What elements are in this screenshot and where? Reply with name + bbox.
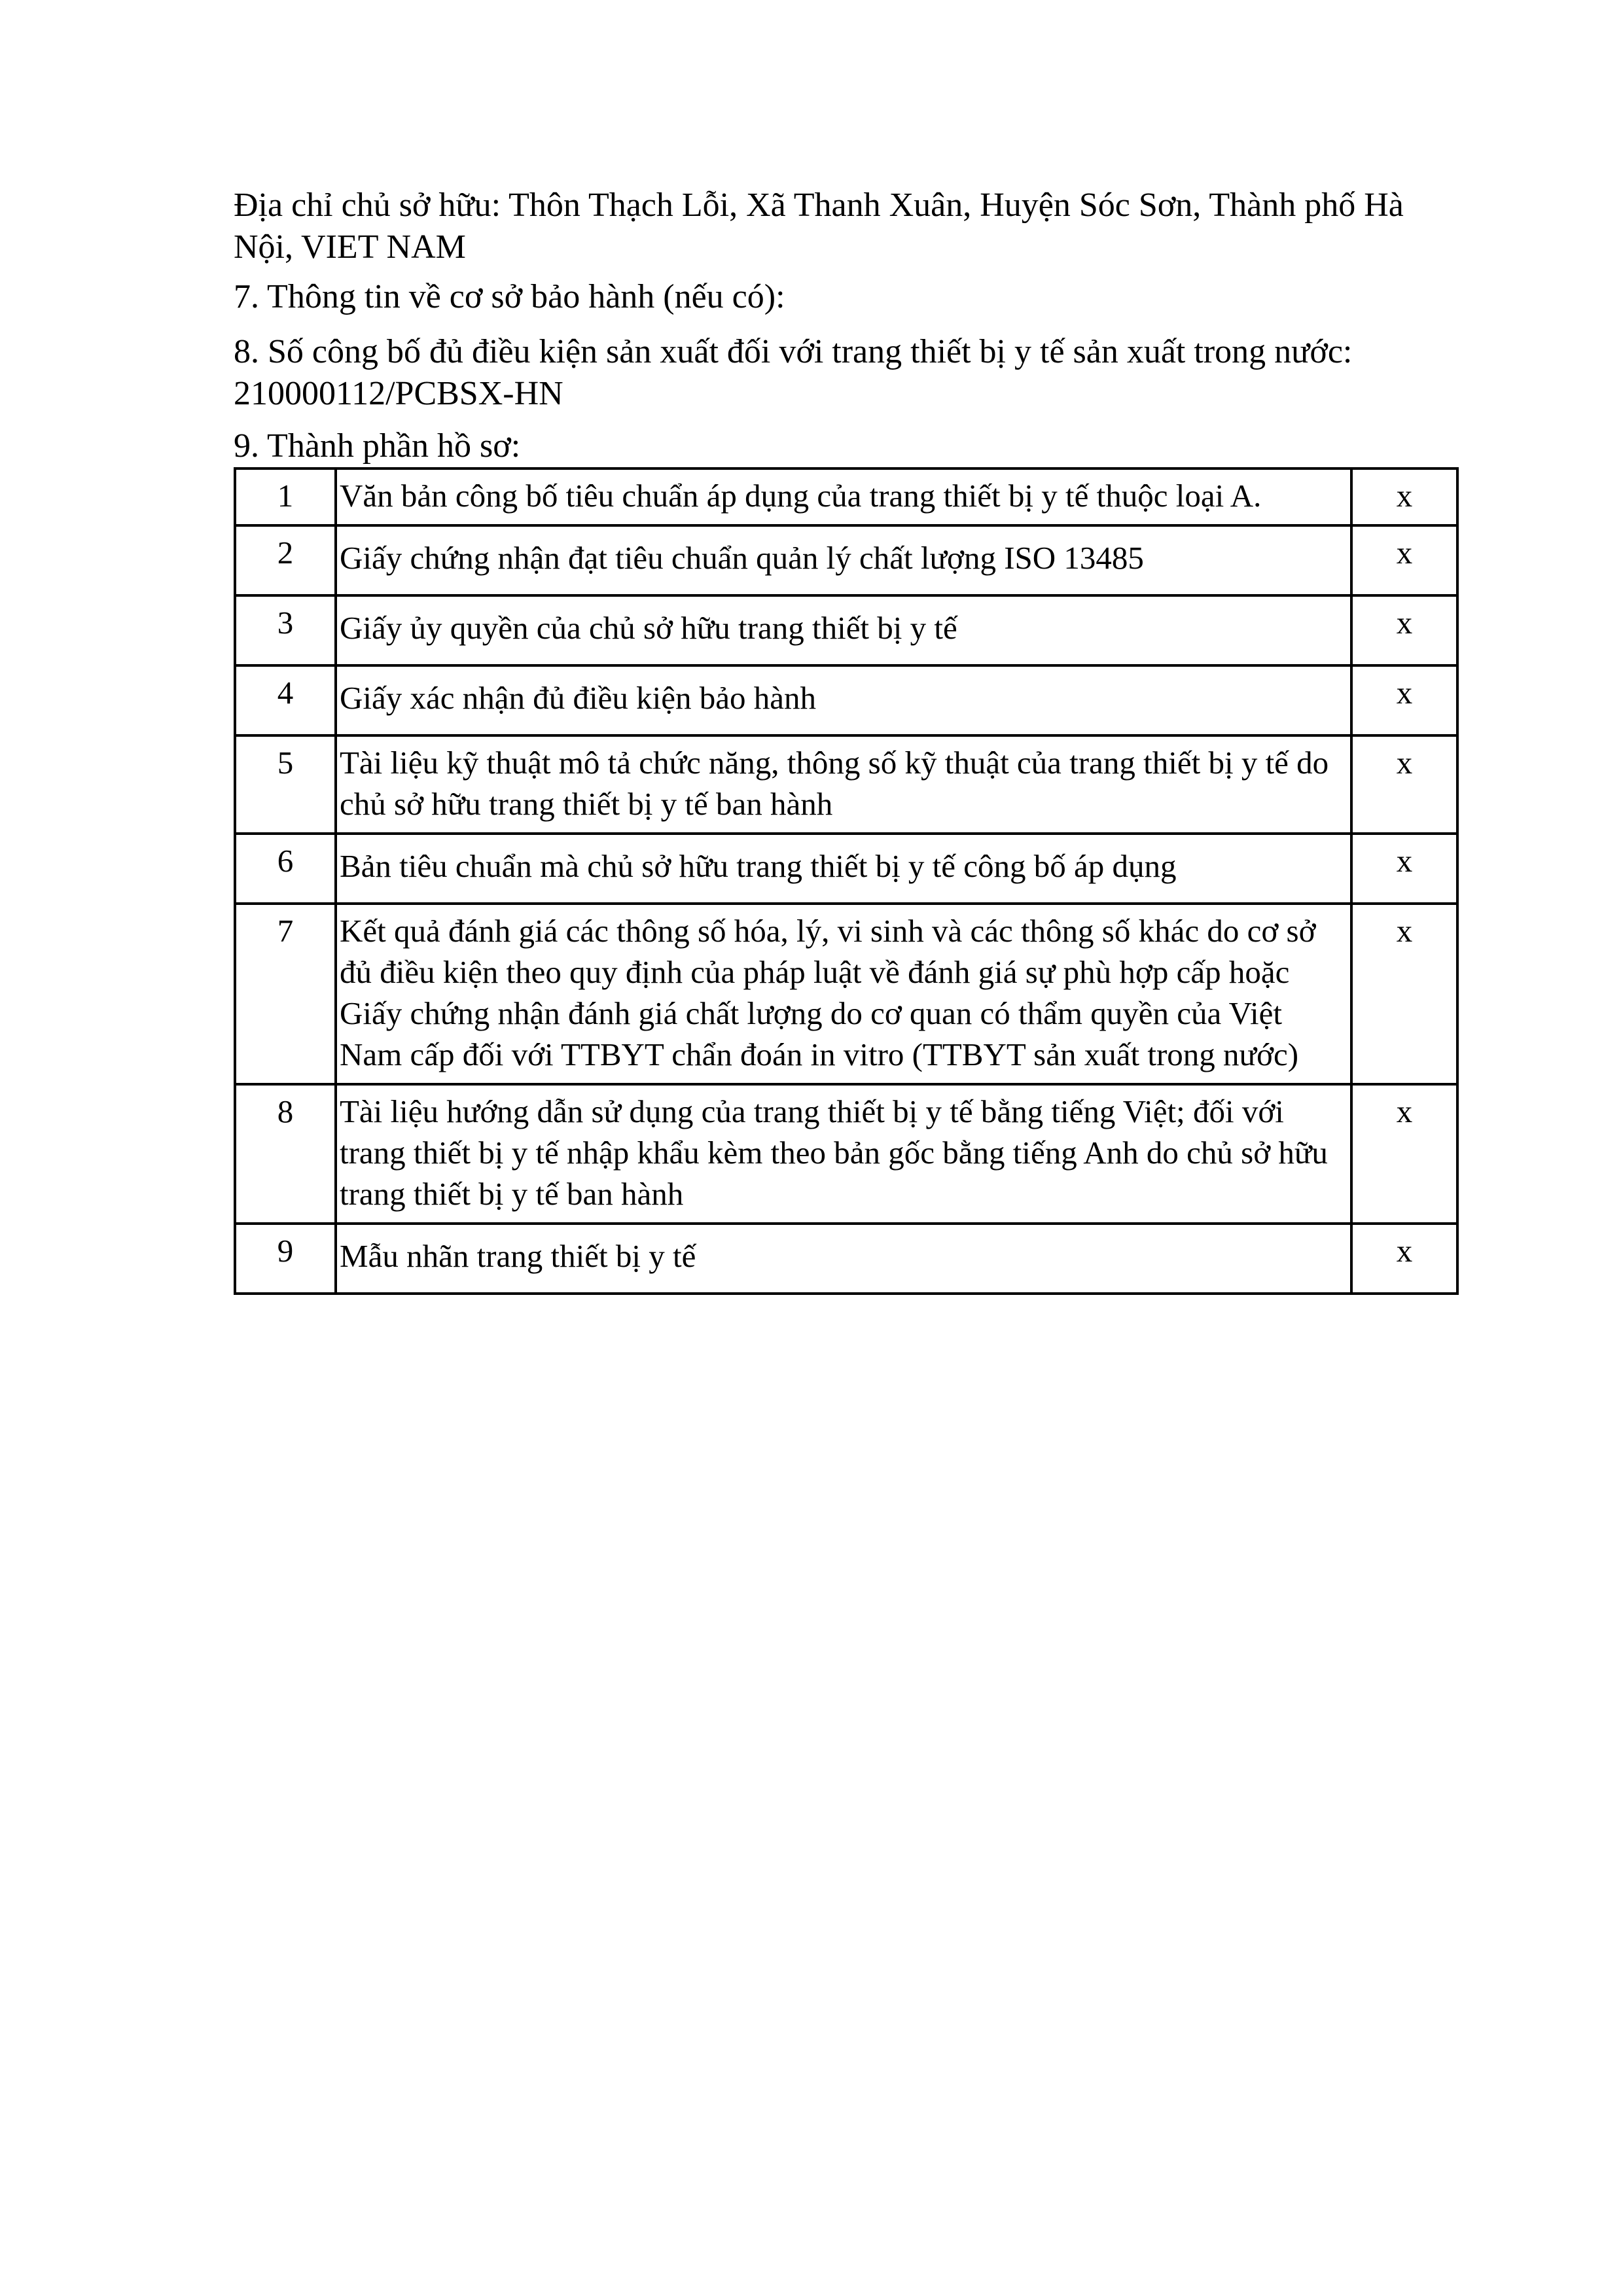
included-mark: x	[1351, 735, 1457, 834]
document-name: Giấy ủy quyền của chủ sở hữu trang thiết bị y tế	[336, 595, 1351, 665]
table-row	[235, 735, 1457, 834]
row-number: 9	[235, 1224, 336, 1294]
table-row	[235, 904, 1457, 1084]
warranty-info: 7. Thông tin về cơ sở bảo hành (nếu có):	[234, 278, 785, 315]
included-mark: x	[1351, 595, 1457, 665]
included-mark: x	[1351, 904, 1457, 1084]
included-mark: x	[1351, 525, 1457, 595]
included-mark: x	[1351, 1084, 1457, 1224]
table-row	[235, 595, 1457, 665]
manufacturing-license: 8. Số công bố đủ điều kiện sản xuất đối với trang thiết bị y tế sản xuất trong nước: 210000112/PCBSX-HN	[234, 333, 1353, 412]
document-name: Bản tiêu chuẩn mà chủ sở hữu trang thiết bị y tế công bố áp dụng	[336, 834, 1351, 904]
document-page	[234, 185, 1444, 1295]
owner-address: Địa chỉ chủ sở hữu: Thôn Thạch Lỗi, Xã Thanh Xuân, Huyện Sóc Sơn, Thành phố Hà Nội, VIET NAM	[234, 186, 1404, 266]
document-name: Mẫu nhãn trang thiết bị y tế	[336, 1224, 1351, 1294]
row-number: 5	[235, 735, 336, 834]
row-number: 2	[235, 525, 336, 595]
row-number: 1	[235, 468, 336, 525]
table-row	[235, 1084, 1457, 1224]
table-row	[235, 525, 1457, 595]
table-row	[235, 1224, 1457, 1294]
document-name: Kết quả đánh giá các thông số hóa, lý, vi sinh và các thông số khác do cơ sở đủ điều kiện theo quy định của pháp luật về đánh giá sự phù hợp cấp hoặc Giấy chứng nhận đánh giá chất lượng do cơ quan có thẩm quyền của Việt Nam cấp đối với TTBYT chẩn đoán in vitro (TTBYT sản xuất trong nước)	[336, 904, 1351, 1084]
dossier-heading: 9. Thành phần hồ sơ:	[234, 427, 521, 465]
row-number: 7	[235, 904, 336, 1084]
dossier-table	[234, 467, 1459, 1295]
row-number: 3	[235, 595, 336, 665]
included-mark: x	[1351, 665, 1457, 735]
table-row	[235, 665, 1457, 735]
row-number: 8	[235, 1084, 336, 1224]
document-name: Văn bản công bố tiêu chuẩn áp dụng của trang thiết bị y tế thuộc loại A.	[336, 468, 1351, 525]
row-number: 6	[235, 834, 336, 904]
included-mark: x	[1351, 1224, 1457, 1294]
table-row	[235, 834, 1457, 904]
document-name: Giấy xác nhận đủ điều kiện bảo hành	[336, 665, 1351, 735]
document-name: Tài liệu kỹ thuật mô tả chức năng, thông số kỹ thuật của trang thiết bị y tế do chủ sở hữu trang thiết bị y tế ban hành	[336, 735, 1351, 834]
included-mark: x	[1351, 834, 1457, 904]
table-row	[235, 468, 1457, 525]
included-mark: x	[1351, 468, 1457, 525]
row-number: 4	[235, 665, 336, 735]
document-name: Giấy chứng nhận đạt tiêu chuẩn quản lý chất lượng ISO 13485	[336, 525, 1351, 595]
document-name: Tài liệu hướng dẫn sử dụng của trang thiết bị y tế bằng tiếng Việt; đối với trang thiết bị y tế nhập khẩu kèm theo bản gốc bằng tiếng Anh do chủ sở hữu trang thiết bị y tế ban hành	[336, 1084, 1351, 1224]
